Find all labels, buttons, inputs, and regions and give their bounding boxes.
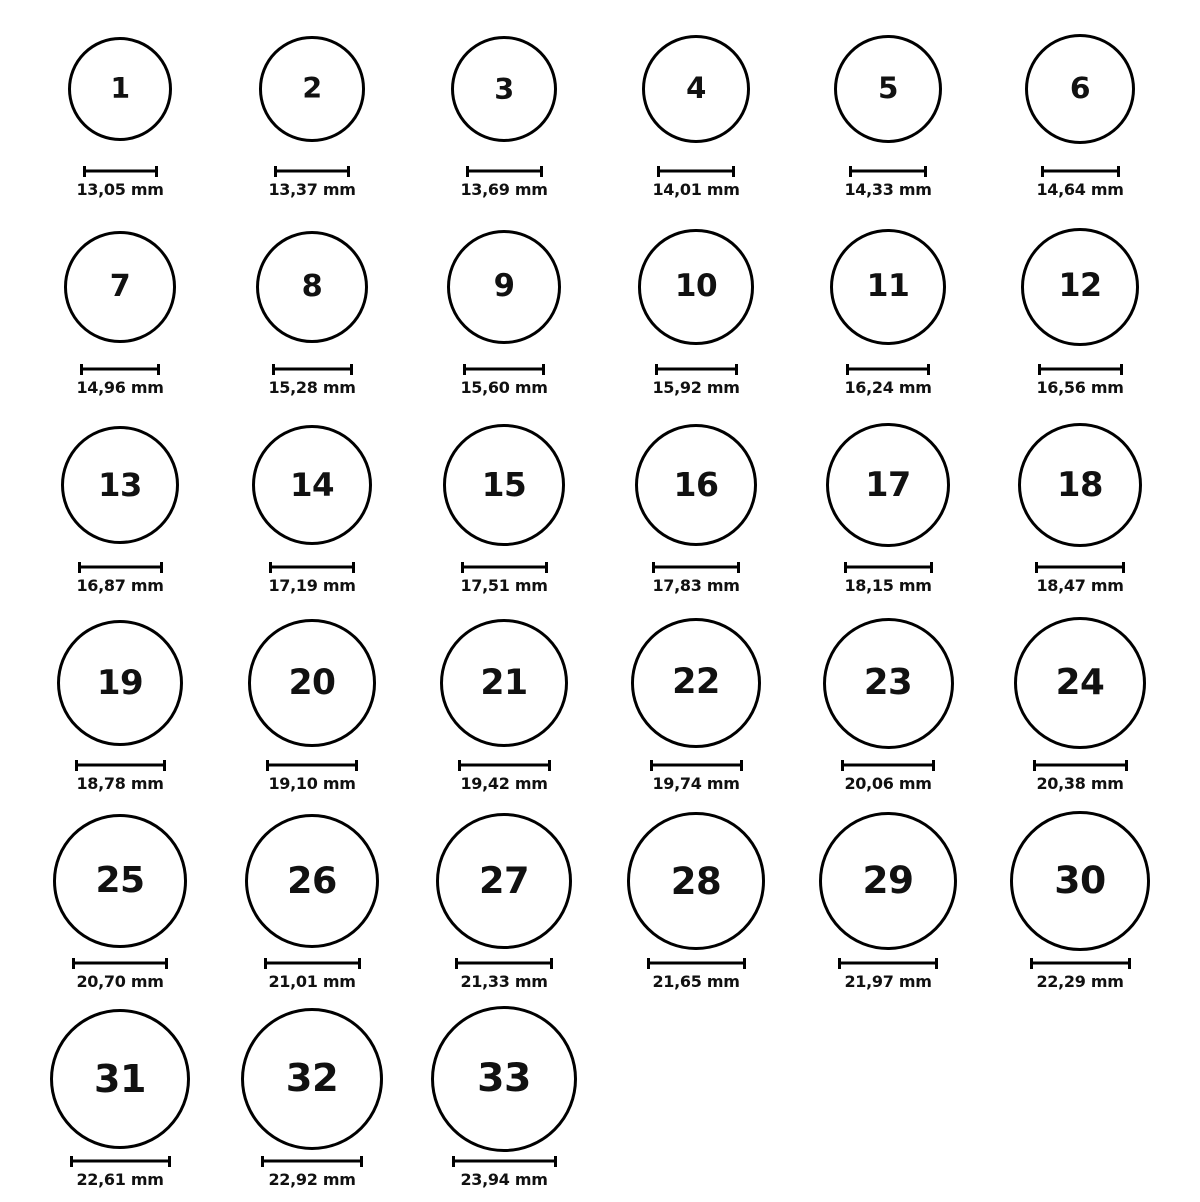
ring-size-cell: [25, 14, 215, 212]
ring-circle-wrapper: [638, 212, 753, 362]
ring-size-cell: [25, 1004, 215, 1202]
ring-size-cell: [601, 806, 791, 1004]
ring-size-cell: [217, 14, 407, 212]
measurement-group: [76, 364, 163, 397]
ring-size-cell: [25, 212, 215, 410]
diameter-label: 16,56 mm: [1036, 378, 1124, 397]
ring-circle: [440, 619, 569, 748]
diameter-label: 19,10 mm: [268, 774, 356, 793]
ring-circle: [245, 814, 380, 949]
diameter-label: 15,28 mm: [268, 378, 356, 397]
diameter-label: 16,24 mm: [844, 378, 932, 397]
ring-size-number: 19: [96, 663, 144, 703]
ring-size-number: 30: [1054, 858, 1106, 903]
measurement-group: [844, 562, 933, 595]
diameter-label: 15,60 mm: [460, 378, 548, 397]
ring-circle: [823, 618, 954, 749]
measurement-group: [452, 1156, 557, 1189]
measurement-group: [838, 958, 938, 991]
ring-size-number: 15: [481, 465, 527, 504]
ring-size-cell: [985, 212, 1175, 410]
measurement-group: [652, 364, 739, 397]
ring-circle-wrapper: [823, 608, 954, 758]
ring-circle: [451, 36, 558, 143]
diameter-label: 22,92 mm: [268, 1170, 356, 1189]
diameter-label: 18,15 mm: [844, 576, 932, 595]
ring-size-cell: [217, 806, 407, 1004]
ring-size-number: 16: [673, 465, 719, 505]
measurement-group: [841, 760, 935, 793]
diameter-label: 21,97 mm: [844, 972, 932, 991]
caliper-icon: [650, 760, 743, 770]
ring-size-cell: [985, 806, 1175, 1004]
ring-size-number: 8: [301, 268, 323, 304]
ring-circle-wrapper: [252, 410, 372, 560]
ring-circle: [50, 1009, 191, 1150]
ring-circle: [819, 812, 957, 950]
ring-size-cell: [409, 806, 599, 1004]
ring-circle: [1010, 811, 1150, 951]
diameter-label: 22,61 mm: [76, 1170, 164, 1189]
ring-size-cell: [217, 410, 407, 608]
ring-circle-wrapper: [64, 212, 175, 362]
ring-circle-wrapper: [631, 608, 761, 758]
caliper-icon: [78, 562, 163, 572]
ring-size-cell: [793, 212, 983, 410]
ring-size-cell: [985, 608, 1175, 806]
ring-circle: [252, 425, 372, 545]
ring-circle: [631, 618, 761, 748]
measurement-group: [76, 562, 163, 595]
ring-size-number: 20: [288, 662, 336, 703]
ring-circle-wrapper: [256, 212, 369, 362]
measurement-group: [268, 166, 355, 199]
measurement-group: [1036, 166, 1123, 199]
ring-size-number: 6: [1069, 71, 1091, 107]
caliper-icon: [1030, 958, 1131, 968]
ring-circle-wrapper: [635, 410, 757, 560]
diameter-label: 23,94 mm: [460, 1170, 548, 1189]
ring-circle-wrapper: [259, 14, 364, 164]
ring-size-number: 32: [285, 1055, 339, 1101]
ring-circle: [431, 1006, 577, 1152]
diameter-label: 17,19 mm: [268, 576, 356, 595]
caliper-icon: [463, 364, 545, 374]
diameter-label: 21,33 mm: [460, 972, 548, 991]
caliper-icon: [80, 364, 160, 374]
ring-size-number: 11: [866, 268, 910, 305]
ring-circle-wrapper: [68, 14, 172, 164]
ring-circle-wrapper: [431, 1004, 577, 1154]
ring-size-number: 1: [110, 71, 130, 105]
ring-size-cell: [793, 806, 983, 1004]
caliper-icon: [452, 1156, 557, 1166]
ring-size-cell: [409, 212, 599, 410]
ring-circle: [826, 423, 950, 547]
caliper-icon: [70, 1156, 171, 1166]
ring-size-number: 33: [477, 1055, 531, 1102]
ring-circle: [68, 37, 172, 141]
ring-circle-wrapper: [245, 806, 380, 956]
ring-circle-wrapper: [447, 212, 561, 362]
ring-circle: [443, 424, 564, 545]
measurement-group: [455, 958, 553, 991]
measurement-group: [652, 166, 739, 199]
ring-circle-wrapper: [826, 410, 950, 560]
ring-circle: [53, 814, 187, 948]
ring-size-cell: [409, 14, 599, 212]
ring-circle-wrapper: [1014, 608, 1146, 758]
caliper-icon: [455, 958, 553, 968]
ring-size-number: 24: [1055, 662, 1105, 704]
ring-circle: [256, 231, 369, 344]
ring-size-number: 17: [865, 465, 911, 505]
ring-size-number: 18: [1057, 465, 1103, 505]
ring-size-number: 26: [287, 858, 337, 902]
ring-circle-wrapper: [436, 806, 572, 956]
caliper-icon: [1041, 166, 1120, 176]
ring-circle: [638, 229, 753, 344]
caliper-icon: [266, 760, 358, 770]
diameter-label: 20,70 mm: [76, 972, 164, 991]
diameter-label: 14,96 mm: [76, 378, 164, 397]
caliper-icon: [458, 760, 551, 770]
ring-circle: [241, 1008, 383, 1150]
ring-circle-wrapper: [440, 608, 569, 758]
ring-circle-wrapper: [1025, 14, 1135, 164]
ring-size-cell: [601, 14, 791, 212]
caliper-icon: [846, 364, 930, 374]
ring-circle: [61, 426, 180, 545]
measurement-group: [261, 1156, 363, 1189]
caliper-icon: [261, 1156, 363, 1166]
ring-size-grid: [0, 14, 1200, 1202]
ring-size-cell: [601, 608, 791, 806]
ring-circle: [1021, 228, 1139, 346]
caliper-icon: [264, 958, 361, 968]
ring-size-cell: [217, 1004, 407, 1202]
ring-circle-wrapper: [642, 14, 750, 164]
caliper-icon: [838, 958, 938, 968]
ring-size-number: 28: [670, 859, 722, 903]
ring-circle-wrapper: [50, 1004, 191, 1154]
caliper-icon: [652, 562, 740, 572]
measurement-group: [1036, 364, 1123, 397]
ring-size-cell: [793, 608, 983, 806]
measurement-group: [1030, 958, 1131, 991]
caliper-icon: [75, 760, 166, 770]
caliper-icon: [849, 166, 927, 176]
ring-size-cell: [409, 410, 599, 608]
diameter-label: 15,92 mm: [652, 378, 740, 397]
caliper-icon: [1033, 760, 1128, 770]
measurement-group: [458, 760, 551, 793]
ring-circle-wrapper: [1010, 806, 1150, 956]
ring-circle-wrapper: [830, 212, 946, 362]
diameter-label: 17,83 mm: [652, 576, 740, 595]
diameter-label: 17,51 mm: [460, 576, 548, 595]
diameter-label: 19,74 mm: [652, 774, 740, 793]
ring-size-number: 9: [493, 268, 515, 304]
caliper-icon: [647, 958, 746, 968]
diameter-label: 14,01 mm: [652, 180, 740, 199]
diameter-label: 14,33 mm: [844, 180, 932, 199]
measurement-group: [844, 166, 931, 199]
caliper-icon: [72, 958, 168, 968]
measurement-group: [844, 364, 931, 397]
ring-circle: [259, 36, 364, 141]
ring-circle-wrapper: [451, 14, 558, 164]
ring-size-number: 7: [109, 268, 131, 304]
ring-circle: [447, 230, 561, 344]
ring-circle: [1014, 617, 1146, 749]
caliper-icon: [272, 364, 353, 374]
ring-size-number: 31: [94, 1056, 146, 1101]
ring-size-cell: [985, 410, 1175, 608]
ring-size-cell: [25, 806, 215, 1004]
measurement-group: [650, 760, 743, 793]
ring-circle-wrapper: [627, 806, 764, 956]
ring-circle: [57, 620, 183, 746]
ring-circle-wrapper: [443, 410, 564, 560]
diameter-label: 21,65 mm: [652, 972, 740, 991]
measurement-group: [460, 364, 547, 397]
ring-size-cell: [409, 1004, 599, 1202]
diameter-label: 21,01 mm: [268, 972, 356, 991]
measurement-group: [1035, 562, 1125, 595]
ring-size-number: 3: [494, 71, 514, 106]
caliper-icon: [269, 562, 355, 572]
diameter-label: 20,06 mm: [844, 774, 932, 793]
measurement-group: [75, 760, 166, 793]
diameter-label: 18,78 mm: [76, 774, 164, 793]
caliper-icon: [657, 166, 735, 176]
ring-circle-wrapper: [248, 608, 375, 758]
caliper-icon: [844, 562, 933, 572]
caliper-icon: [1038, 364, 1123, 374]
ring-size-number: 14: [289, 465, 335, 504]
ring-size-number: 2: [302, 71, 322, 105]
diameter-label: 19,42 mm: [460, 774, 548, 793]
caliper-icon: [274, 166, 350, 176]
ring-circle: [1018, 423, 1143, 548]
caliper-icon: [1035, 562, 1125, 572]
ring-size-cell: [217, 608, 407, 806]
ring-circle: [436, 813, 572, 949]
ring-size-cell: [793, 410, 983, 608]
caliper-icon: [466, 166, 543, 176]
ring-size-cell: [217, 212, 407, 410]
diameter-label: 20,38 mm: [1036, 774, 1124, 793]
ring-circle-wrapper: [834, 14, 943, 164]
diameter-label: 13,69 mm: [460, 180, 548, 199]
diameter-label: 18,47 mm: [1036, 576, 1124, 595]
ring-size-number: 29: [862, 858, 914, 903]
ring-size-number: 13: [98, 465, 142, 504]
ring-circle-wrapper: [241, 1004, 383, 1154]
ring-size-number: 21: [480, 662, 528, 703]
ring-circle-wrapper: [53, 806, 187, 956]
caliper-icon: [83, 166, 158, 176]
ring-circle-wrapper: [61, 410, 180, 560]
measurement-group: [652, 562, 740, 595]
measurement-group: [647, 958, 746, 991]
ring-size-cell: [25, 608, 215, 806]
ring-size-cell: [25, 410, 215, 608]
ring-circle-wrapper: [1021, 212, 1139, 362]
ring-size-cell: [793, 14, 983, 212]
ring-size-number: 27: [478, 858, 530, 902]
measurement-group: [76, 166, 163, 199]
diameter-label: 13,37 mm: [268, 180, 356, 199]
diameter-label: 14,64 mm: [1036, 180, 1124, 199]
ring-circle-wrapper: [57, 608, 183, 758]
ring-size-number: 12: [1058, 268, 1102, 305]
measurement-group: [460, 166, 547, 199]
ring-circle-wrapper: [819, 806, 957, 956]
ring-circle: [64, 231, 175, 342]
measurement-group: [72, 958, 168, 991]
ring-circle-wrapper: [1018, 410, 1143, 560]
measurement-group: [268, 562, 355, 595]
ring-size-cell: [601, 410, 791, 608]
caliper-icon: [655, 364, 738, 374]
measurement-group: [264, 958, 361, 991]
measurement-group: [460, 562, 547, 595]
ring-size-cell: [601, 212, 791, 410]
caliper-icon: [841, 760, 935, 770]
ring-size-number: 23: [863, 662, 913, 704]
measurement-group: [266, 760, 358, 793]
measurement-group: [70, 1156, 171, 1189]
ring-circle: [627, 812, 764, 949]
diameter-label: 16,87 mm: [76, 576, 164, 595]
ring-circle: [248, 619, 375, 746]
ring-size-number: 22: [672, 662, 720, 703]
caliper-icon: [461, 562, 548, 572]
measurement-group: [1033, 760, 1128, 793]
diameter-label: 13,05 mm: [76, 180, 164, 199]
ring-size-number: 4: [686, 71, 706, 106]
measurement-group: [268, 364, 355, 397]
diameter-label: 22,29 mm: [1036, 972, 1124, 991]
ring-size-cell: [409, 608, 599, 806]
ring-circle: [830, 229, 946, 345]
ring-circle: [635, 424, 757, 546]
ring-circle: [642, 35, 750, 143]
ring-size-cell: [985, 14, 1175, 212]
ring-size-number: 25: [95, 860, 145, 901]
ring-size-number: 10: [674, 268, 718, 305]
ring-circle: [1025, 34, 1135, 144]
ring-circle: [834, 35, 943, 144]
ring-size-number: 5: [878, 71, 898, 106]
